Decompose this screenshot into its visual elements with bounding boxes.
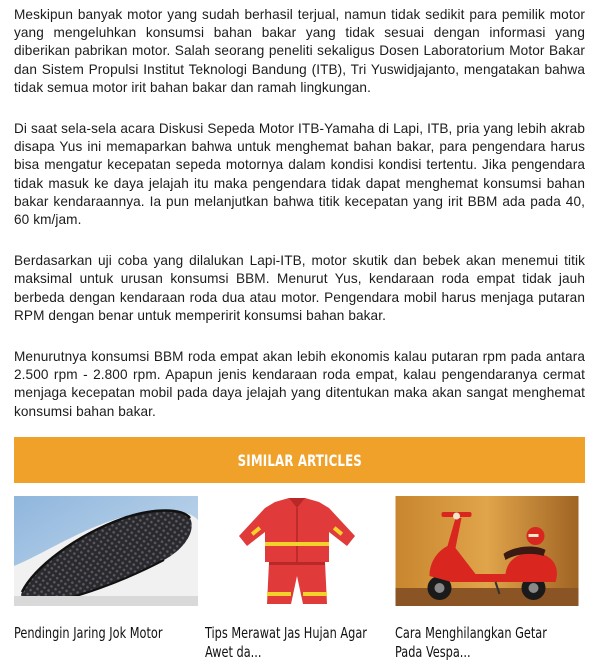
red-scooter-photo[interactable] <box>395 496 579 606</box>
similar-article-title-3[interactable]: Cara Menghilangkan Getar Pada Vespa... <box>395 624 547 661</box>
article-paragraph-3: Berdasarkan uji coba yang dilalukan Lapi-ITB, motor skutik dan bebek akan menemui titik maksimal untuk urusan konsumsi BBM. Menurut Yus, kendaraan roda empat tidak jauh berbeda dengan kendaraan roda dua atau motor. Pengendara mobil harus menjaga putaran RPM dengan benar untuk memperirit konsumsi bahan bakar. <box>14 253 585 323</box>
similar-article-card-3[interactable] <box>395 496 578 662</box>
similar-articles-heading: SIMILAR ARTICLES <box>237 450 362 470</box>
article-paragraph-2: Di saat sela-sela acara Diskusi Sepeda Motor ITB-Yamaha di Lapi, ITB, pria yang lebih akrab disapa Yus ini memaparkan bahwa untuk menghemat bahan bakar, para pengendara harus bisa mengatur kecepatan sepeda motornya dalam kondisi kondisi tertentu. Jika pengendara tidak masuk ke daya jelajah itu maka pengendara tidak dapat menghemat konsumsi bahan bakar kendaraannya. Ia pun melanjutkan bahwa titik kecepatan yang irit BBM ada pada 40, 60 km/jam. <box>14 121 585 228</box>
similar-article-title-1[interactable]: Pendingin Jaring Jok Motor <box>14 624 163 642</box>
article-paragraph-1: Meskipun banyak motor yang sudah berhasil terjual, namun tidak sedikit para pemilik motor yang mengeluhkan konsumsi bahan bakar yang tidak sesuai dengan informasi yang diberikan pabrikan motor. Salah seorang peneliti sekaligus Dosen Laboratorium Motor Bakar dan Sistem Propulsi Institut Teknologi Bandung (ITB), Tri Yuswidjajanto, mengatakan bahwa tidak semua motor irit bahan bakar dan ramah lingkungan. <box>14 7 585 95</box>
similar-articles-grid <box>14 496 585 661</box>
article-paragraph-4: Menurutnya konsumsi BBM roda empat akan lebih ekonomis kalau putaran rpm pada antara 2.500 rpm - 2.800 rpm. Apapun jenis kendaraan roda empat, kalau pengendaranya cermat menjaga kecepatan mobil pada daya jelajah yang ditentukan maka akan sangat menghemat konsumsi bahan bakar. <box>14 349 585 419</box>
article-body <box>14 6 585 444</box>
similar-article-title-2[interactable]: Tips Merawat Jas Hujan Agar Awet da... <box>205 624 367 661</box>
raincoat-photo[interactable] <box>205 496 389 606</box>
similar-article-card-2[interactable] <box>205 496 389 662</box>
similar-article-card-1[interactable] <box>14 496 198 643</box>
seat-cover-photo[interactable] <box>14 496 198 606</box>
similar-articles-banner <box>14 437 585 483</box>
